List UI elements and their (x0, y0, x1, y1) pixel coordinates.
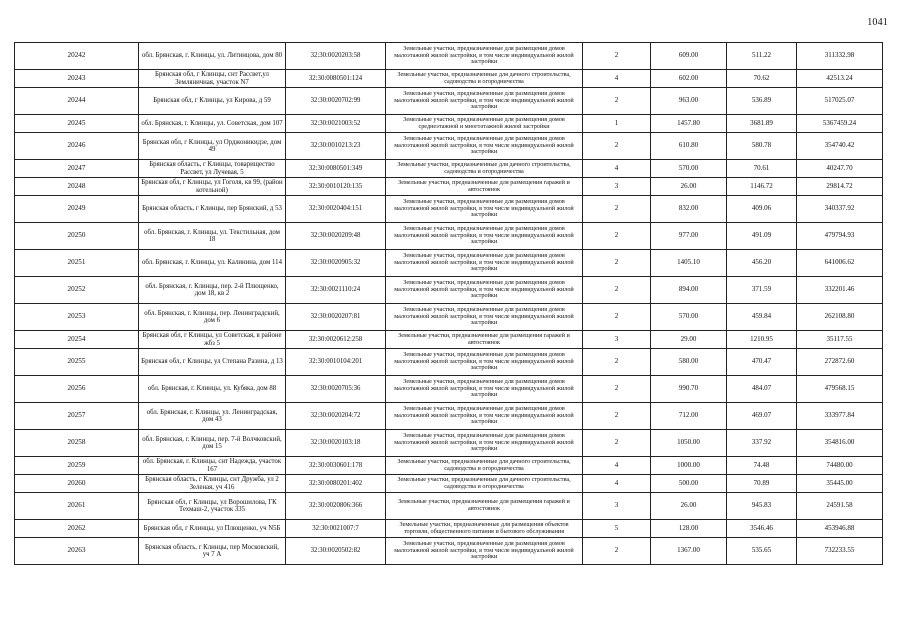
area-cell: 128.00 (651, 520, 727, 538)
specific-value-cell: 469.07 (727, 403, 797, 430)
cadastral-value-cell: 74480.00 (797, 457, 883, 475)
cadastral-value-cell: 340337.92 (797, 196, 883, 223)
cadastral-value-cell: 641006.62 (797, 250, 883, 277)
area-cell: 29.00 (651, 331, 727, 349)
group-number-cell: 1 (583, 115, 651, 133)
cadastral-number-cell: 32:30:0020204:72 (286, 403, 386, 430)
specific-value-cell: 1210.95 (727, 331, 797, 349)
specific-value-cell: 511.22 (727, 43, 797, 70)
area-cell: 1367.00 (651, 538, 727, 565)
table-row (15, 277, 883, 304)
address-cell: обл. Брянская, г. Клинцы, ул. Литинцова, дом 80 (139, 43, 286, 70)
table-row (15, 115, 883, 133)
specific-value-cell: 70.61 (727, 160, 797, 178)
cadastral-value-cell: 24591.58 (797, 493, 883, 520)
row-number: 20247 (15, 160, 139, 178)
land-use-cell: Земельные участки, предназначенные для размещения домов малоэтажной жилой застройки, в том числе индивидуальной жилой застройки (386, 133, 583, 160)
address-cell: обл. Брянская, г. Клинцы, снт Надежда, участок 167 (139, 457, 286, 475)
specific-value-cell: 70.89 (727, 475, 797, 493)
land-use-cell: Земельные участки, предназначенные для дачного строительства, садоводства и огородничества (386, 457, 583, 475)
cadastral-number-cell: 32:30:0020502:82 (286, 538, 386, 565)
area-cell: 580.00 (651, 349, 727, 376)
row-number: 20248 (15, 178, 139, 196)
cadastral-value-cell: 272872.60 (797, 349, 883, 376)
specific-value-cell: 3546.46 (727, 520, 797, 538)
specific-value-cell: 70.62 (727, 70, 797, 88)
group-number-cell: 4 (583, 457, 651, 475)
row-number: 20262 (15, 520, 139, 538)
specific-value-cell: 371.59 (727, 277, 797, 304)
land-use-cell: Земельные участки, предназначенные для дачного строительства, садоводства и огородничества (386, 160, 583, 178)
cadastral-number-cell: 32:30:0020203:58 (286, 43, 386, 70)
land-use-cell: Земельные участки, предназначенные для дачного строительства, садоводства и огородничества (386, 475, 583, 493)
group-number-cell: 2 (583, 43, 651, 70)
cadastral-number-cell: 32:30:0080501:349 (286, 160, 386, 178)
address-cell: обл. Брянская, г. Клинцы, ул. Кубяка, дом 88 (139, 376, 286, 403)
group-number-cell: 2 (583, 88, 651, 115)
row-number: 20254 (15, 331, 139, 349)
specific-value-cell: 3681.89 (727, 115, 797, 133)
table-row (15, 538, 883, 565)
table-row (15, 178, 883, 196)
address-cell: Брянская обл, г Клинцы, ул Советская, в районе жбз 5 (139, 331, 286, 349)
row-number: 20260 (15, 475, 139, 493)
specific-value-cell: 580.78 (727, 133, 797, 160)
cadastral-value-cell: 35117.55 (797, 331, 883, 349)
cadastral-number-cell: 32:30:0080201:402 (286, 475, 386, 493)
address-cell: Брянская обл, г Клинцы, снт Рассвет,ул Земляничная, участок N7 (139, 70, 286, 88)
area-cell: 712.00 (651, 403, 727, 430)
cadastral-number-cell: 32:30:0010104:201 (286, 349, 386, 376)
group-number-cell: 2 (583, 133, 651, 160)
row-number: 20255 (15, 349, 139, 376)
land-use-cell: Земельные участки, предназначенные для размещения домов малоэтажной жилой застройки, в том числе индивидуальной жилой застройки (386, 304, 583, 331)
address-cell: Брянская обл, г Клинцы, ул Орджоникидзе, дом 49 (139, 133, 286, 160)
cadastral-value-cell: 479794.93 (797, 223, 883, 250)
row-number: 20252 (15, 277, 139, 304)
cadastral-value-cell: 5367459.24 (797, 115, 883, 133)
row-number: 20256 (15, 376, 139, 403)
table-row (15, 223, 883, 250)
group-number-cell: 2 (583, 376, 651, 403)
land-use-cell: Земельные участки, предназначенные для размещения домов малоэтажной жилой застройки, в том числе индивидуальной жилой застройки (386, 430, 583, 457)
area-cell: 1000.00 (651, 457, 727, 475)
area-cell: 894.00 (651, 277, 727, 304)
address-cell: Брянская обл, г Клинцы, ул Ворошилова, ГК Техмаш-2, участок 335 (139, 493, 286, 520)
address-cell: Брянская область, г Клинцы, товарищество Рассвет, ул Лучевая, 5 (139, 160, 286, 178)
table-row (15, 475, 883, 493)
cadastral-value-table (14, 42, 883, 565)
specific-value-cell: 945.83 (727, 493, 797, 520)
cadastral-number-cell: 32:30:0020702:99 (286, 88, 386, 115)
cadastral-value-cell: 42513.24 (797, 70, 883, 88)
row-number: 20263 (15, 538, 139, 565)
row-number: 20259 (15, 457, 139, 475)
area-cell: 1405.10 (651, 250, 727, 277)
group-number-cell: 3 (583, 331, 651, 349)
cadastral-number-cell: 32:30:0020103:18 (286, 430, 386, 457)
group-number-cell: 2 (583, 250, 651, 277)
group-number-cell: 4 (583, 475, 651, 493)
table-row (15, 88, 883, 115)
table-body (15, 43, 883, 565)
land-use-cell: Земельные участки, предназначенные для размещения домов малоэтажной жилой застройки, в том числе индивидуальной жилой застройки (386, 403, 583, 430)
address-cell: Брянская обл, г Клинцы, ул Степана Разина, д 13 (139, 349, 286, 376)
land-use-cell: Земельные участки, предназначенные для размещения домов малоэтажной жилой застройки, в том числе индивидуальной жилой застройки (386, 277, 583, 304)
group-number-cell: 2 (583, 349, 651, 376)
row-number: 20253 (15, 304, 139, 331)
table-row (15, 403, 883, 430)
cadastral-value-cell: 35445.00 (797, 475, 883, 493)
page-number: 1041 (867, 17, 888, 28)
group-number-cell: 2 (583, 430, 651, 457)
cadastral-value-cell: 29814.72 (797, 178, 883, 196)
area-cell: 1457.80 (651, 115, 727, 133)
specific-value-cell: 459.84 (727, 304, 797, 331)
specific-value-cell: 470.47 (727, 349, 797, 376)
table-row (15, 304, 883, 331)
address-cell: обл. Брянская, г. Клинцы, ул. Советская, дом 107 (139, 115, 286, 133)
area-cell: 500.00 (651, 475, 727, 493)
specific-value-cell: 484.07 (727, 376, 797, 403)
cadastral-value-cell: 262108.80 (797, 304, 883, 331)
specific-value-cell: 409.06 (727, 196, 797, 223)
group-number-cell: 2 (583, 223, 651, 250)
land-use-cell: Земельные участки, предназначенные для размещения гаражей и автостоянок (386, 178, 583, 196)
area-cell: 963.00 (651, 88, 727, 115)
land-use-cell: Земельные участки, предназначенные для размещения домов малоэтажной жилой застройки, в том числе индивидуальной жилой застройки (386, 88, 583, 115)
address-cell: Брянская обл, г Клинцы, ул Гоголя, кв 99, (район котельной) (139, 178, 286, 196)
land-use-cell: Земельные участки, предназначенные для размещения домов малоэтажной жилой застройки, в том числе индивидуальной жилой застройки (386, 538, 583, 565)
row-number: 20243 (15, 70, 139, 88)
cadastral-value-cell: 453946.88 (797, 520, 883, 538)
group-number-cell: 2 (583, 403, 651, 430)
area-cell: 26.00 (651, 493, 727, 520)
group-number-cell: 3 (583, 178, 651, 196)
area-cell: 977.00 (651, 223, 727, 250)
land-use-cell: Земельные участки, предназначенные для размещения домов малоэтажной жилой застройки, в том числе индивидуальной жилой застройки (386, 250, 583, 277)
table-row (15, 457, 883, 475)
cadastral-number-cell: 32:30:0010213:23 (286, 133, 386, 160)
table-row (15, 196, 883, 223)
address-cell: Брянская область, г Клинцы, пер Брянский, д 53 (139, 196, 286, 223)
area-cell: 602.00 (651, 70, 727, 88)
cadastral-value-cell: 332201.46 (797, 277, 883, 304)
cadastral-value-cell: 479568.15 (797, 376, 883, 403)
row-number: 20251 (15, 250, 139, 277)
address-cell: обл. Брянская, г. Клинцы, пер. 2-й Плющенко, дом 18, кв 2 (139, 277, 286, 304)
cadastral-number-cell: 32:30:0021007:7 (286, 520, 386, 538)
area-cell: 832.00 (651, 196, 727, 223)
specific-value-cell: 535.65 (727, 538, 797, 565)
land-use-cell: Земельные участки, предназначенные для дачного строительства, садоводства и огородничества (386, 70, 583, 88)
address-cell: Брянская обл, г Клинцы, ул Плющенко, уч N5Б (139, 520, 286, 538)
specific-value-cell: 337.92 (727, 430, 797, 457)
row-number: 20250 (15, 223, 139, 250)
address-cell: Брянская область, г Клинцы, пер Московский, уч 7 А (139, 538, 286, 565)
group-number-cell: 2 (583, 196, 651, 223)
table-row (15, 133, 883, 160)
group-number-cell: 2 (583, 277, 651, 304)
cadastral-number-cell: 32:30:0020705:36 (286, 376, 386, 403)
group-number-cell: 2 (583, 538, 651, 565)
table-row (15, 430, 883, 457)
cadastral-value-cell: 311332.98 (797, 43, 883, 70)
row-number: 20245 (15, 115, 139, 133)
area-cell: 570.00 (651, 304, 727, 331)
table-row (15, 160, 883, 178)
land-use-cell: Земельные участки, предназначенные для размещения гаражей и автостоянок (386, 331, 583, 349)
table-row (15, 331, 883, 349)
cadastral-number-cell: 32:30:0020806:366 (286, 493, 386, 520)
specific-value-cell: 491.09 (727, 223, 797, 250)
specific-value-cell: 536.89 (727, 88, 797, 115)
land-use-cell: Земельные участки, предназначенные для размещения домов малоэтажной жилой застройки, в том числе индивидуальной жилой застройки (386, 376, 583, 403)
land-use-cell: Земельные участки, предназначенные для размещения домов малоэтажной жилой застройки, в том числе индивидуальной жилой застройки (386, 196, 583, 223)
address-cell: обл. Брянская, г. Клинцы, ул. Калинина, дом 114 (139, 250, 286, 277)
land-use-cell: Земельные участки, предназначенные для размещения домов среднеэтажной и многоэтажной жилой застройки (386, 115, 583, 133)
land-use-cell: Земельные участки, предназначенные для размещения гаражей и автостоянок (386, 493, 583, 520)
group-number-cell: 2 (583, 304, 651, 331)
table-row (15, 250, 883, 277)
table-row (15, 376, 883, 403)
cadastral-value-cell: 354816.00 (797, 430, 883, 457)
table-row (15, 493, 883, 520)
address-cell: Брянская обл, г Клинцы, ул Кирова, д 59 (139, 88, 286, 115)
group-number-cell: 3 (583, 493, 651, 520)
cadastral-number-cell: 32:30:0021003:52 (286, 115, 386, 133)
table-row (15, 520, 883, 538)
address-cell: обл. Брянская, г. Клинцы, ул. Текстильная, дом 18 (139, 223, 286, 250)
group-number-cell: 4 (583, 160, 651, 178)
cadastral-value-cell: 40247.70 (797, 160, 883, 178)
group-number-cell: 4 (583, 70, 651, 88)
row-number: 20261 (15, 493, 139, 520)
land-use-cell: Земельные участки, предназначенные для размещения домов малоэтажной жилой застройки, в том числе индивидуальной жилой застройки (386, 223, 583, 250)
cadastral-number-cell: 32:30:0021110:24 (286, 277, 386, 304)
cadastral-number-cell: 32:30:0010120:135 (286, 178, 386, 196)
cadastral-number-cell: 32:30:0030601:178 (286, 457, 386, 475)
address-cell: обл. Брянская, г. Клинцы, пер. 7-й Волчковский, дом 15 (139, 430, 286, 457)
specific-value-cell: 1146.72 (727, 178, 797, 196)
cadastral-value-cell: 333977.84 (797, 403, 883, 430)
cadastral-value-cell: 354740.42 (797, 133, 883, 160)
cadastral-number-cell: 32:30:0020404:151 (286, 196, 386, 223)
row-number: 20242 (15, 43, 139, 70)
specific-value-cell: 74.48 (727, 457, 797, 475)
specific-value-cell: 456.20 (727, 250, 797, 277)
area-cell: 1050.00 (651, 430, 727, 457)
table-row (15, 349, 883, 376)
cadastral-number-cell: 32:30:0020612:258 (286, 331, 386, 349)
area-cell: 990.70 (651, 376, 727, 403)
row-number: 20249 (15, 196, 139, 223)
area-cell: 570.00 (651, 160, 727, 178)
group-number-cell: 5 (583, 520, 651, 538)
address-cell: обл. Брянская, г. Клинцы, ул. Ленинградская, дом 43 (139, 403, 286, 430)
land-use-cell: Земельные участки, предназначенные для размещения объектов торговли, общественного питания и бытового обслуживания (386, 520, 583, 538)
area-cell: 610.80 (651, 133, 727, 160)
cadastral-value-cell: 732233.55 (797, 538, 883, 565)
cadastral-number-cell: 32:30:0020905:32 (286, 250, 386, 277)
cadastral-value-cell: 517025.07 (797, 88, 883, 115)
row-number: 20257 (15, 403, 139, 430)
land-use-cell: Земельные участки, предназначенные для размещения домов малоэтажной жилой застройки, в том числе индивидуальной жилой застройки (386, 349, 583, 376)
row-number: 20246 (15, 133, 139, 160)
area-cell: 26.00 (651, 178, 727, 196)
land-use-cell: Земельные участки, предназначенные для размещения домов малоэтажной жилой застройки, в том числе индивидуальной жилой застройки (386, 43, 583, 70)
area-cell: 609.00 (651, 43, 727, 70)
cadastral-number-cell: 32:30:0020209:48 (286, 223, 386, 250)
address-cell: обл. Брянская, г. Клинцы, пер. Ленинградский, дом 6 (139, 304, 286, 331)
address-cell: Брянская область, г Клинцы, снт Дружба, ул 2 Зеленая, уч 416 (139, 475, 286, 493)
row-number: 20258 (15, 430, 139, 457)
cadastral-number-cell: 32:30:0020207:81 (286, 304, 386, 331)
table-row (15, 70, 883, 88)
table-row (15, 43, 883, 70)
cadastral-number-cell: 32:30:0080501:124 (286, 70, 386, 88)
row-number: 20244 (15, 88, 139, 115)
